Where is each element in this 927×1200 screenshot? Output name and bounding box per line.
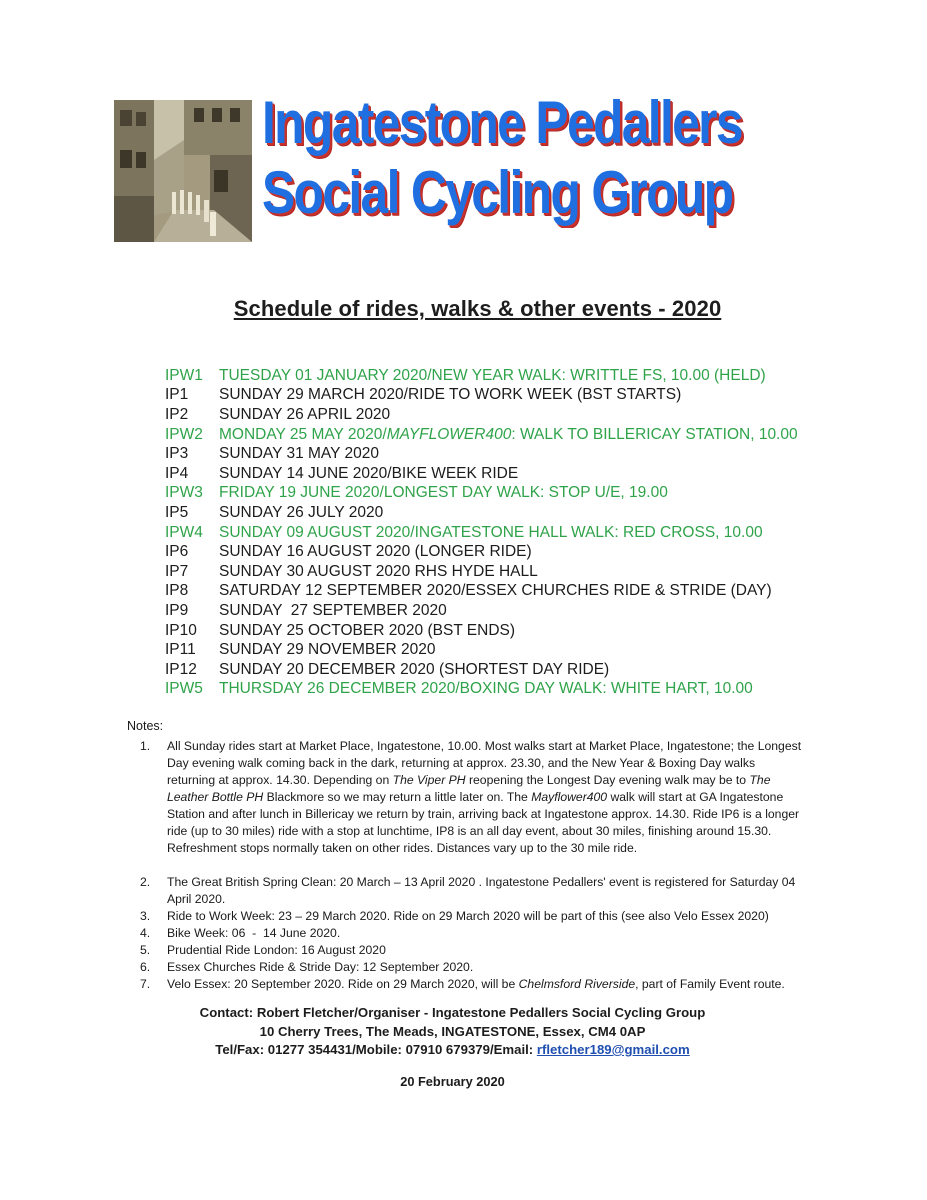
schedule-row-ride (165, 562, 798, 582)
note-item (140, 874, 805, 908)
event-schedule (165, 366, 798, 699)
schedule-row-walk (165, 366, 798, 386)
schedule-row-ride (165, 386, 798, 406)
note-text: Ride to Work Week: 23 – 29 March 2020. Ride on 29 March 2020 will be part of this (see also Velo Essex 2020) (167, 909, 769, 923)
event-code: IPW3 (165, 484, 203, 502)
email-link[interactable]: rfletcher189@gmail.com (536, 1042, 690, 1057)
event-code: IP11 (165, 641, 196, 659)
schedule-row-ride (165, 601, 798, 621)
event-description: SUNDAY 20 DECEMBER 2020 (SHORTEST DAY RIDE) (219, 660, 610, 678)
event-description: SUNDAY 31 MAY 2020 (219, 445, 379, 463)
note-item (140, 738, 805, 857)
event-description: FRIDAY 19 JUNE 2020/LONGEST DAY WALK: STOP U/E, 19.00 (219, 484, 668, 502)
event-description: THURSDAY 26 DECEMBER 2020/BOXING DAY WALK: WHITE HART, 10.00 (219, 680, 753, 698)
contact-block (0, 1004, 905, 1060)
notes-label: Notes: (127, 719, 164, 733)
schedule-row-walk (165, 523, 798, 543)
title-line-1: Ingatestone Pedallers (262, 89, 742, 156)
event-code: IPW2 (165, 425, 203, 443)
event-description: SUNDAY 16 AUGUST 2020 (LONGER RIDE) (219, 543, 532, 561)
event-description: SUNDAY 27 SEPTEMBER 2020 (219, 601, 447, 619)
note-text: Bike Week: 06 - 14 June 2020. (167, 926, 341, 940)
event-code: IP8 (165, 582, 189, 600)
note-item (140, 959, 805, 976)
event-description: SUNDAY 14 JUNE 2020/BIKE WEEK RIDE (219, 464, 519, 482)
event-code: IP2 (165, 405, 189, 423)
note-number: 1. (140, 739, 151, 753)
event-description: SUNDAY 26 APRIL 2020 (219, 405, 391, 423)
event-code: IP1 (165, 386, 189, 404)
event-code: IPW1 (165, 366, 203, 384)
event-code: IPW5 (165, 680, 203, 698)
historic-street-photo (114, 100, 252, 242)
note-number: 7. (140, 977, 151, 991)
schedule-row-ride (165, 640, 798, 660)
event-code: IP6 (165, 543, 189, 561)
note-item (140, 925, 805, 942)
contact-line-3: Tel/Fax: 01277 354431/Mobile: 07910 679379/Email: rfletcher189@gmail.com (215, 1042, 690, 1057)
event-description: SUNDAY 26 JULY 2020 (219, 503, 384, 521)
event-description: MONDAY 25 MAY 2020/MAYFLOWER400: WALK TO BILLERICAY STATION, 10.00 (219, 425, 798, 443)
schedule-row-walk (165, 680, 798, 700)
event-code: IP7 (165, 562, 189, 580)
schedule-row-ride (165, 660, 798, 680)
note-number: 5. (140, 943, 151, 957)
note-number: 2. (140, 875, 151, 889)
notes-list (140, 738, 805, 993)
event-code: IP10 (165, 621, 197, 639)
note-text: The Great British Spring Clean: 20 March – 13 April 2020 . Ingatestone Pedallers' event is registered for Saturday 04 April 2020. (167, 875, 796, 906)
event-description: TUESDAY 01 JANUARY 2020/NEW YEAR WALK: WRITTLE FS, 10.00 (HELD) (219, 366, 766, 384)
contact-line-2: 10 Cherry Trees, The Meads, INGATESTONE, Essex, CM4 0AP (259, 1023, 646, 1039)
event-description: SUNDAY 25 OCTOBER 2020 (BST ENDS) (219, 621, 516, 639)
schedule-heading: Schedule of rides, walks & other events - 2020 (233, 296, 722, 321)
note-text: Velo Essex: 20 September 2020. Ride on 29 March 2020, will be Chelmsford Riverside, part of Family Event route. (167, 977, 785, 991)
schedule-row-ride (165, 464, 798, 484)
note-text: Essex Churches Ride & Stride Day: 12 September 2020. (167, 960, 474, 974)
event-description: SUNDAY 09 AUGUST 2020/INGATESTONE HALL WALK: RED CROSS, 10.00 (219, 523, 763, 541)
event-description: SATURDAY 12 SEPTEMBER 2020/ESSEX CHURCHES RIDE & STRIDE (DAY) (219, 582, 772, 600)
group-title (262, 88, 742, 228)
note-item (140, 942, 805, 959)
schedule-row-walk (165, 425, 798, 445)
event-code: IP5 (165, 503, 189, 521)
schedule-row-ride (165, 444, 798, 464)
title-line-2: Social Cycling Group (262, 159, 733, 226)
event-code: IP4 (165, 464, 189, 482)
event-description: SUNDAY 30 AUGUST 2020 RHS HYDE HALL (219, 562, 538, 580)
note-number: 4. (140, 926, 151, 940)
schedule-row-ride (165, 621, 798, 641)
event-code: IP3 (165, 445, 189, 463)
note-item (140, 976, 805, 993)
note-text: Prudential Ride London: 16 August 2020 (167, 943, 386, 957)
schedule-row-ride (165, 582, 798, 602)
event-code: IP9 (165, 601, 189, 619)
schedule-row-ride (165, 503, 798, 523)
note-item (140, 908, 805, 925)
note-number: 6. (140, 960, 151, 974)
document-date: 20 February 2020 (400, 1074, 505, 1089)
note-text: All Sunday rides start at Market Place, Ingatestone, 10.00. Most walks start at Market Place, Ingatestone; the Longest Day evening walk coming back in the dark, returning at approx. 23.30, and the New Year & Boxing Day walks returning at approx. 14.30. Depending on The Viper PH reopening the Longest Day evening walk may be to The Leather Bottle PH Blackmore so we may return a little later on. The Mayflower400 walk will start at GA Ingatestone Station and after lunch in Billericay we return by train, arriving back at Ingatestone approx. 14.30. Ride IP6 is a longer ride (up to 30 miles) ride with a stop at lunchtime, IP8 is an all day event, about 30 miles, finishing around 15.30. Refreshment stops normally taken on other rides. Distances vary up to the 30 mile ride. (167, 739, 802, 855)
schedule-row-ride (165, 405, 798, 425)
contact-line-1: Contact: Robert Fletcher/Organiser - Ingatestone Pedallers Social Cycling Group (199, 1005, 706, 1020)
note-number: 3. (140, 909, 151, 923)
event-description: SUNDAY 29 NOVEMBER 2020 (219, 641, 436, 659)
event-code: IP12 (165, 660, 197, 678)
schedule-row-walk (165, 484, 798, 504)
event-code: IPW4 (165, 523, 203, 541)
schedule-row-ride (165, 542, 798, 562)
event-description: SUNDAY 29 MARCH 2020/RIDE TO WORK WEEK (BST STARTS) (219, 386, 682, 404)
